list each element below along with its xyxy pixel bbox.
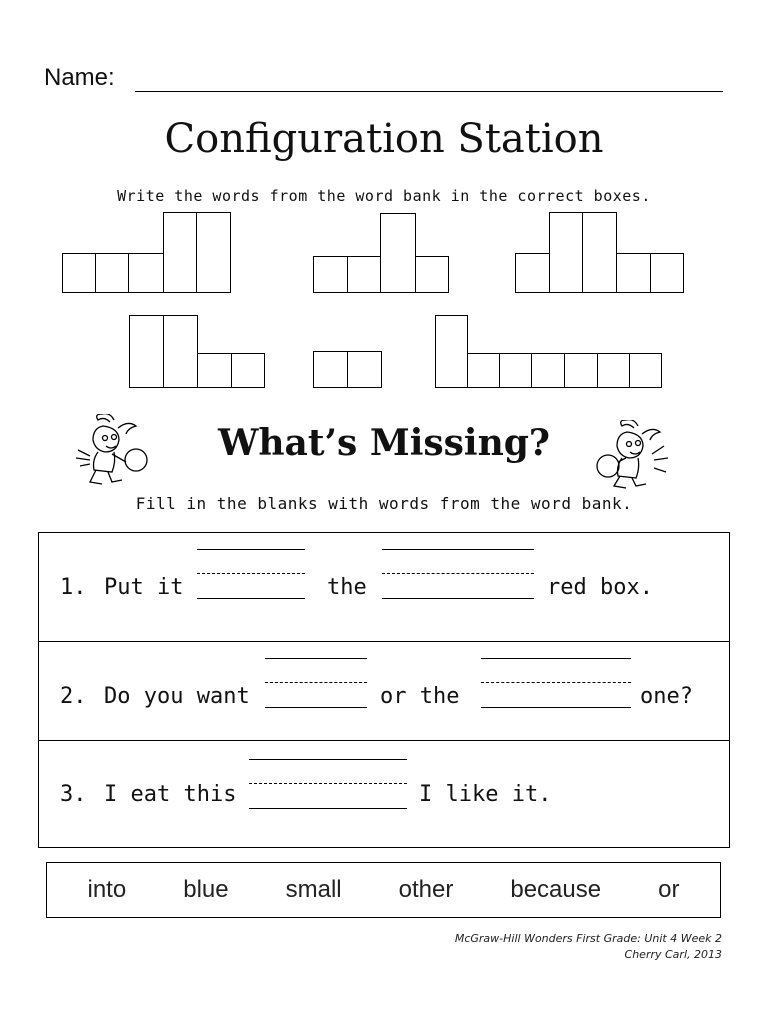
word-bank-item[interactable]: small [285, 876, 342, 903]
letter-box[interactable] [347, 351, 382, 388]
letter-box[interactable] [564, 353, 598, 388]
word-bank [46, 862, 721, 918]
page-title: Configuration Station [164, 116, 604, 162]
letter-box[interactable] [128, 253, 164, 293]
blank-2a[interactable] [265, 658, 367, 708]
letter-box[interactable] [313, 256, 348, 293]
letter-box[interactable] [231, 353, 265, 388]
word-bank-item[interactable]: or [658, 876, 680, 903]
letter-box[interactable] [467, 353, 500, 388]
word-bank-item[interactable]: into [87, 876, 127, 903]
name-line[interactable] [135, 91, 723, 92]
sentence-1-number: 1. [60, 575, 87, 600]
sentence-1-text-c: red box. [547, 575, 653, 600]
instruction-fill-blanks: Fill in the blanks with words from the word bank. [135, 494, 633, 513]
sentence-1-text-a: Put it [104, 575, 184, 600]
letter-box[interactable] [62, 253, 96, 293]
letter-box[interactable] [515, 253, 550, 293]
letter-box[interactable] [347, 256, 381, 293]
blank-1b[interactable] [382, 549, 534, 599]
letter-box[interactable] [380, 213, 416, 293]
letter-box[interactable] [163, 212, 197, 293]
sentence-2-number: 2. [60, 684, 87, 709]
letter-box[interactable] [531, 353, 565, 388]
sentence-2-text-c: one? [640, 684, 693, 709]
sentence-2-text-a: Do you want [104, 684, 250, 709]
letter-box[interactable] [197, 353, 232, 388]
letter-box[interactable] [196, 212, 231, 293]
letter-box[interactable] [597, 353, 630, 388]
letter-box[interactable] [95, 253, 129, 293]
sentence-2-text-b: or the [380, 684, 460, 709]
credit-line-1: McGraw-Hill Wonders First Grade: Unit 4 Week 2 [454, 932, 722, 945]
letter-box[interactable] [499, 353, 532, 388]
letter-box[interactable] [582, 212, 617, 293]
letter-box[interactable] [629, 353, 662, 388]
letter-box[interactable] [129, 315, 164, 388]
section-title-whats-missing: What’s Missing? [217, 422, 551, 464]
blank-1a[interactable] [197, 549, 305, 599]
letter-box[interactable] [163, 315, 198, 388]
sentence-1-text-b: the [327, 575, 367, 600]
sentence-3-text-a: I eat this [104, 782, 237, 807]
word-bank-item[interactable]: blue [183, 876, 229, 903]
blank-2b[interactable] [481, 658, 631, 708]
sentence-3-number: 3. [60, 782, 87, 807]
name-label: Name: [44, 64, 115, 91]
letter-box[interactable] [435, 315, 468, 388]
letter-box[interactable] [549, 212, 583, 293]
sentence-3-text-b: I like it. [419, 782, 552, 807]
letter-box[interactable] [616, 253, 651, 293]
word-bank-item[interactable]: other [398, 876, 454, 903]
letter-box[interactable] [650, 253, 684, 293]
word-bank-item[interactable]: because [510, 876, 602, 903]
sentences-panel [38, 532, 730, 848]
credit-line-2: Cherry Carl, 2013 [624, 948, 722, 961]
instruction-configuration: Write the words from the word bank in the correct boxes. [117, 187, 651, 205]
blank-3a[interactable] [249, 759, 407, 809]
letter-box[interactable] [415, 256, 449, 293]
letter-box[interactable] [313, 351, 348, 388]
